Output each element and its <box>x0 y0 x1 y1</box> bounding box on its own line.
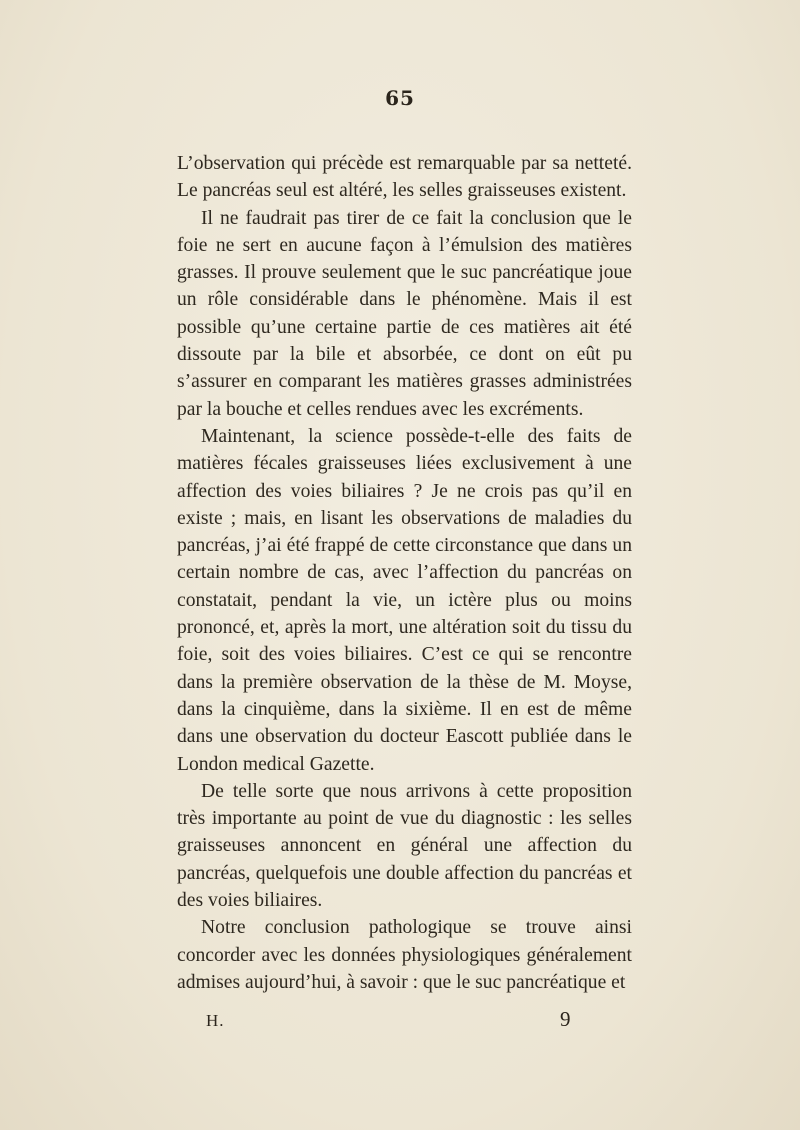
page-number: 65 <box>385 86 415 110</box>
paragraph-1: L’observation qui précède est remarquable par sa netteté. Le pancréas seul est altéré, les selles graisseuses existent. <box>177 153 632 202</box>
paragraph-5: Notre conclusion pathologique se trouve ainsi concorder avec les données physiologiques généralement admises aujourd’hui, à savoir : que le suc pancréatique et <box>177 917 632 993</box>
paragraph-2: Il ne faudrait pas tirer de ce fait la conclusion que le foie ne sert en aucune façon à l’émulsion des matières grasses. Il prouve seulement que le suc pancréatique joue un rôle considérable dans le phénomène. Mais il est possible qu’une certaine partie de ces matières ait été dissoute par la bile et absorbée, ce dont on eût pu s’assurer en comparant les matières grasses administrées par la bouche et celles rendues avec les excréments. <box>177 207 632 420</box>
paragraph-4: De telle sorte que nous arrivons à cette proposition très importante au point de vue du diagnostic : les selles graisseuses annoncent en général une affection du pancréas, quelquefois une double affection du pancréas et des voies biliaires. <box>177 780 632 912</box>
printer-signature: H. <box>206 1011 225 1030</box>
sheet-number: 9 <box>560 1007 571 1031</box>
body-text <box>177 150 632 996</box>
paragraph-3: Maintenant, la science possède-t-elle des faits de matières fécales graisseuses liées exclusivement à une affection des voies biliaires ? Je ne crois pas qu’il en existe ; mais, en lisant les observations de maladies du pancréas, j’ai été frappé de cette circonstance que dans un certain nombre de cas, avec l’affection du pancréas on constatait, pendant la vie, un ictère plus ou moins prononcé, et, après la mort, une altération soit du tissu du foie, soit des voies biliaires. C’est ce qui se rencontre dans la première observation de la thèse de M. Moyse, dans la cinquième, dans la sixième. Il en est de même dans une observation du docteur Eascott publiée dans le London medical Gazette. <box>177 425 632 775</box>
